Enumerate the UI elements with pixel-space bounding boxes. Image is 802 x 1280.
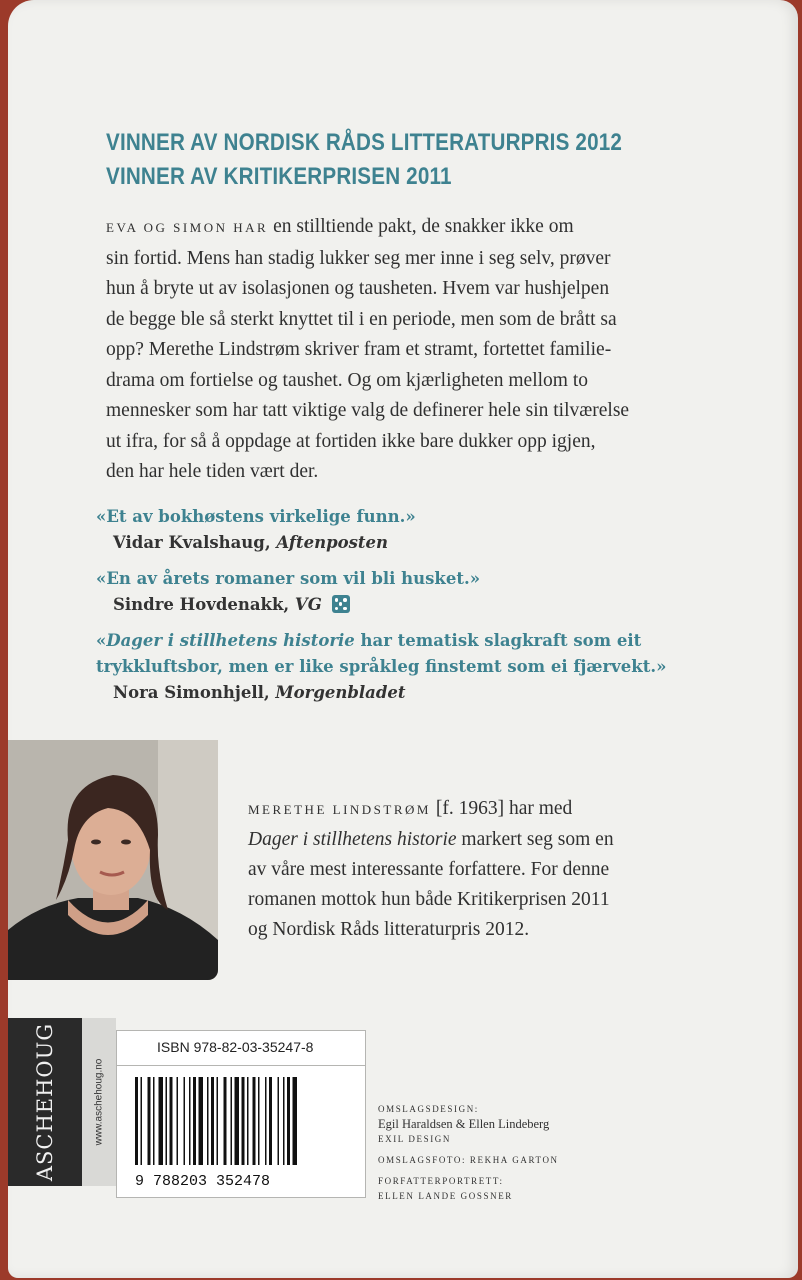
review-quote: «En av årets romaner som vil bli husket.» [96, 569, 481, 588]
award-line-nordisk: VINNER AV NORDISK RÅDS LITTERATURPRIS 2012 [106, 129, 623, 156]
publisher-url-strip [82, 1018, 116, 1186]
barcode-bar [159, 1077, 164, 1165]
book-back-cover [8, 0, 798, 1278]
barcode-bar [278, 1077, 280, 1165]
barcode-bar [247, 1077, 249, 1165]
bio-line: og Nordisk Råds litteraturpris 2012. [248, 919, 530, 940]
barcode-bar [199, 1077, 204, 1165]
blurb-line: sin fortid. Mens han stadig lukker seg mer inne i seg selv, prøver [106, 247, 611, 269]
review-source: Nora Simonhjell, Morgenbladet [113, 683, 406, 702]
review-source: Sindre Hovdenakk, VG [96, 592, 736, 618]
barcode-bar [193, 1077, 196, 1165]
credit-portrait-name: ELLEN LANDE GOSSNER [378, 1191, 513, 1201]
barcode-box [116, 1030, 366, 1198]
bio-line: Dager i stillhetens historie markert seg som en [248, 829, 614, 850]
barcode-bar [177, 1077, 179, 1165]
barcode-bar [189, 1077, 191, 1165]
barcode-digits: 9 788203 352478 [135, 1173, 271, 1189]
bio-line: MERETHE LINDSTRØM [f. 1963] har med [248, 798, 573, 819]
cover-credits [378, 1102, 559, 1204]
barcode [131, 1077, 351, 1189]
bio-line: romanen mottok hun både Kritikerprisen 2011 [248, 889, 610, 910]
author-portrait [8, 740, 218, 980]
award-headline [106, 126, 622, 194]
barcode-bar [153, 1077, 155, 1165]
blurb-line: ut ifra, for så å oppdage at fortiden ikke bare dukker opp igjen, [106, 430, 596, 452]
author-bio [248, 794, 728, 945]
isbn-label: ISBN 978-82-03-35247-8 [157, 1039, 314, 1055]
author-name: MERETHE LINDSTRØM [248, 802, 431, 817]
credit-cover-label: OMSLAGSDESIGN: [378, 1104, 479, 1114]
barcode-bar [269, 1077, 272, 1165]
publisher-url: www.aschehoug.no [93, 1058, 105, 1146]
blurb-line: hun å bryte ut av isolasjonen og tausheten. Hvem var hushjelpen [106, 278, 610, 299]
publisher-logo-text: ASCHEHOUG [33, 1022, 57, 1182]
blurb-line: EVA OG SIMON HAR en stilltiende pakt, de snakker ikke om [106, 216, 574, 237]
barcode-bar [293, 1077, 298, 1165]
barcode-bar [217, 1077, 219, 1165]
barcode-bar [258, 1077, 260, 1165]
barcode-bar [242, 1077, 245, 1165]
barcode-bar [166, 1077, 168, 1165]
blurb-line: mennesker som har tatt viktige valg de definerer hele sin tilværelse [106, 400, 630, 421]
barcode-bar [224, 1077, 227, 1165]
credit-cover-names: Egil Haraldsen & Ellen Lindeberg [378, 1117, 550, 1131]
credit-cover-studio: EXIL DESIGN [378, 1134, 452, 1144]
review-vg [96, 566, 736, 618]
barcode-bar [184, 1077, 186, 1165]
credit-photo: OMSLAGSFOTO: REKHA GARTON [378, 1155, 559, 1165]
barcode-bar [141, 1077, 143, 1165]
publisher-logo [8, 1018, 82, 1186]
barcode-bar [287, 1077, 290, 1165]
blurb-line: opp? Merethe Lindstrøm skriver fram et stramt, fortettet familie- [106, 339, 612, 360]
credit-portrait-label: FORFATTERPORTRETT: [378, 1176, 504, 1186]
blurb-line: drama om fortielse og taushet. Og om kjærligheten mellom to [106, 369, 588, 391]
barcode-bar [207, 1077, 209, 1165]
barcode-bar [265, 1077, 267, 1165]
barcode-bar [170, 1077, 173, 1165]
award-line-kritiker: VINNER AV KRITIKERPRISEN 2011 [106, 163, 452, 190]
review-quotes [96, 504, 736, 716]
review-aftenposten [96, 504, 736, 556]
dice-five-icon [332, 595, 350, 613]
blurb-lead: EVA OG SIMON HAR [106, 220, 269, 235]
bio-line: av våre mest interessante forfattere. For denne [248, 859, 610, 880]
barcode-bar [283, 1077, 285, 1165]
blurb-line: de begge ble så sterkt knyttet til i en periode, men som de brått sa [106, 308, 617, 330]
barcode-bar [148, 1077, 151, 1165]
barcode-bar [235, 1077, 240, 1165]
barcode-bar [253, 1077, 256, 1165]
review-quote-line2: trykkluftsbor, men er like språkleg finstemt som ei fjærvekt.» [96, 657, 667, 676]
review-source: Vidar Kvalshaug, Aftenposten [113, 533, 389, 552]
blurb-text [106, 212, 714, 488]
review-morgenbladet [96, 628, 736, 706]
review-quote: «Et av bokhøstens virkelige funn.» [96, 507, 416, 526]
blurb-line: den har hele tiden vært der. [106, 461, 319, 482]
barcode-bar [135, 1077, 138, 1165]
review-quote: «Dager i stillhetens historie har tematisk slagkraft som eit [96, 631, 642, 650]
barcode-bar [231, 1077, 233, 1165]
divider [117, 1065, 365, 1066]
barcode-bar [211, 1077, 214, 1165]
